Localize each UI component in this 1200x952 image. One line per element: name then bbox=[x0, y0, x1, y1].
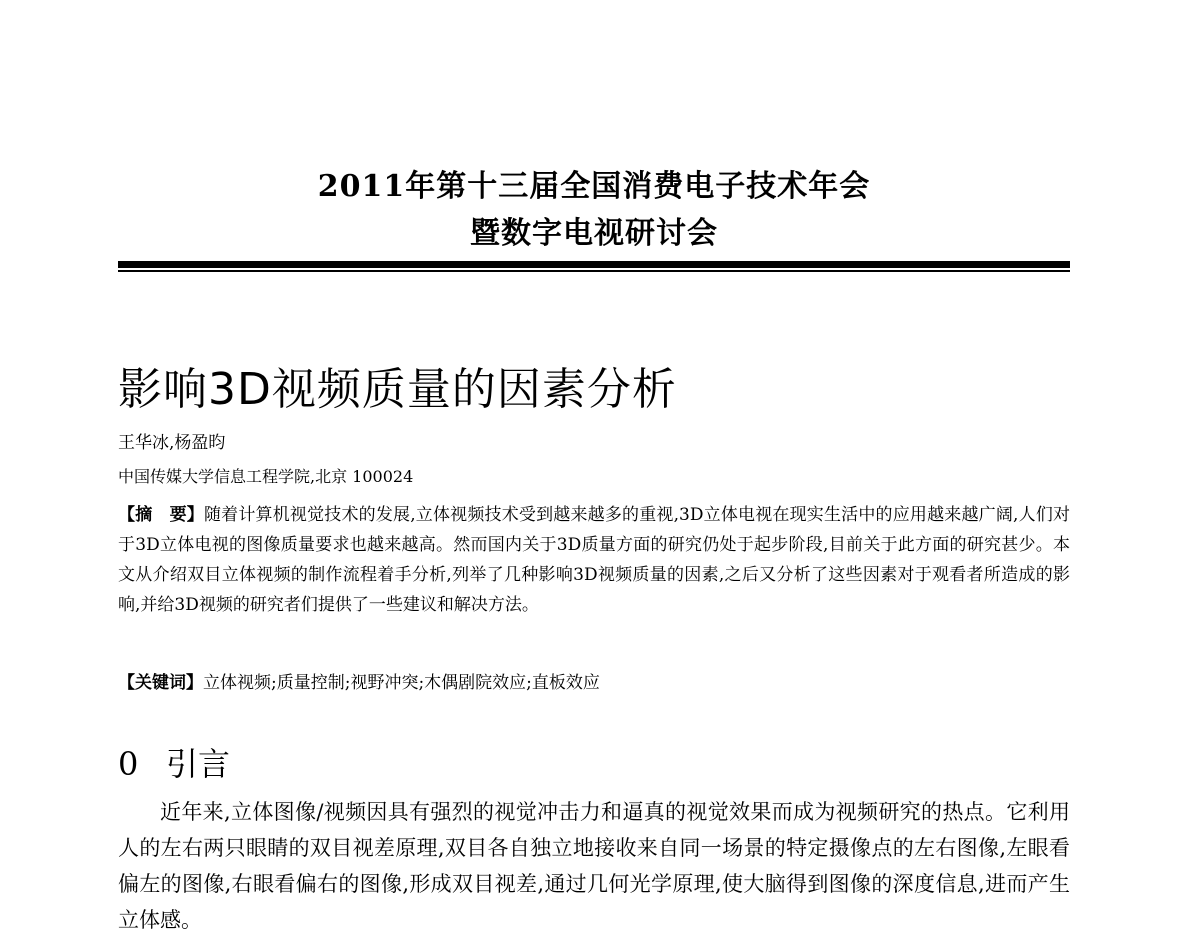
keywords-label: 【关键词】 bbox=[118, 673, 203, 693]
paper-affiliation: 中国传媒大学信息工程学院,北京 100024 bbox=[118, 467, 414, 486]
header-rule-thin bbox=[118, 270, 1070, 272]
paper-authors: 王华冰,杨盈昀 bbox=[118, 433, 226, 453]
abstract-label: 【摘 要】 bbox=[118, 505, 204, 525]
body-paragraph: 近年来,立体图像/视频因具有强烈的视觉冲击力和逼真的视觉效果而成为视频研究的热点。它利用人的左右两只眼睛的双目视差原理,双目各自独立地接收来自同一场景的特定摄像点的左右图像,左眼看偏左的图像,右眼看偏右的图像,形成双目视差,通过几何光学原理,使大脑得到图像的深度信息,进而产生立体感。 bbox=[118, 800, 1070, 932]
abstract-text: 随着计算机视觉技术的发展,立体视频技术受到越来越多的重视,3D立体电视在现实生活中的应用越来越广阔,人们对于3D立体电视的图像质量要求也越来越高。然而国内关于3D质量方面的研究仍处于起步阶段,目前关于此方面的研究甚少。本文从介绍双目立体视频的制作流程着手分析,列举了几种影响3D视频质量的因素,之后又分析了这些因素对于观看者所造成的影响,并给3D视频的研究者们提供了一些建议和解决方法。 bbox=[118, 505, 1071, 615]
body-text bbox=[118, 794, 1070, 938]
conference-title-line2: 暨数字电视研讨会 bbox=[470, 216, 718, 251]
section-heading bbox=[118, 742, 230, 786]
abstract-block bbox=[118, 500, 1070, 620]
keywords-text: 立体视频;质量控制;视野冲突;木偶剧院效应;直板效应 bbox=[203, 673, 600, 693]
header-rule-thick bbox=[118, 261, 1070, 268]
section-number: 0 bbox=[118, 745, 139, 783]
section-title: 引言 bbox=[166, 745, 231, 783]
conference-title-line1: 2011年第十三届全国消费电子技术年会 bbox=[317, 169, 871, 204]
paper-title: 影响3D视频质量的因素分析 bbox=[118, 364, 677, 415]
keywords-block bbox=[118, 668, 1070, 698]
